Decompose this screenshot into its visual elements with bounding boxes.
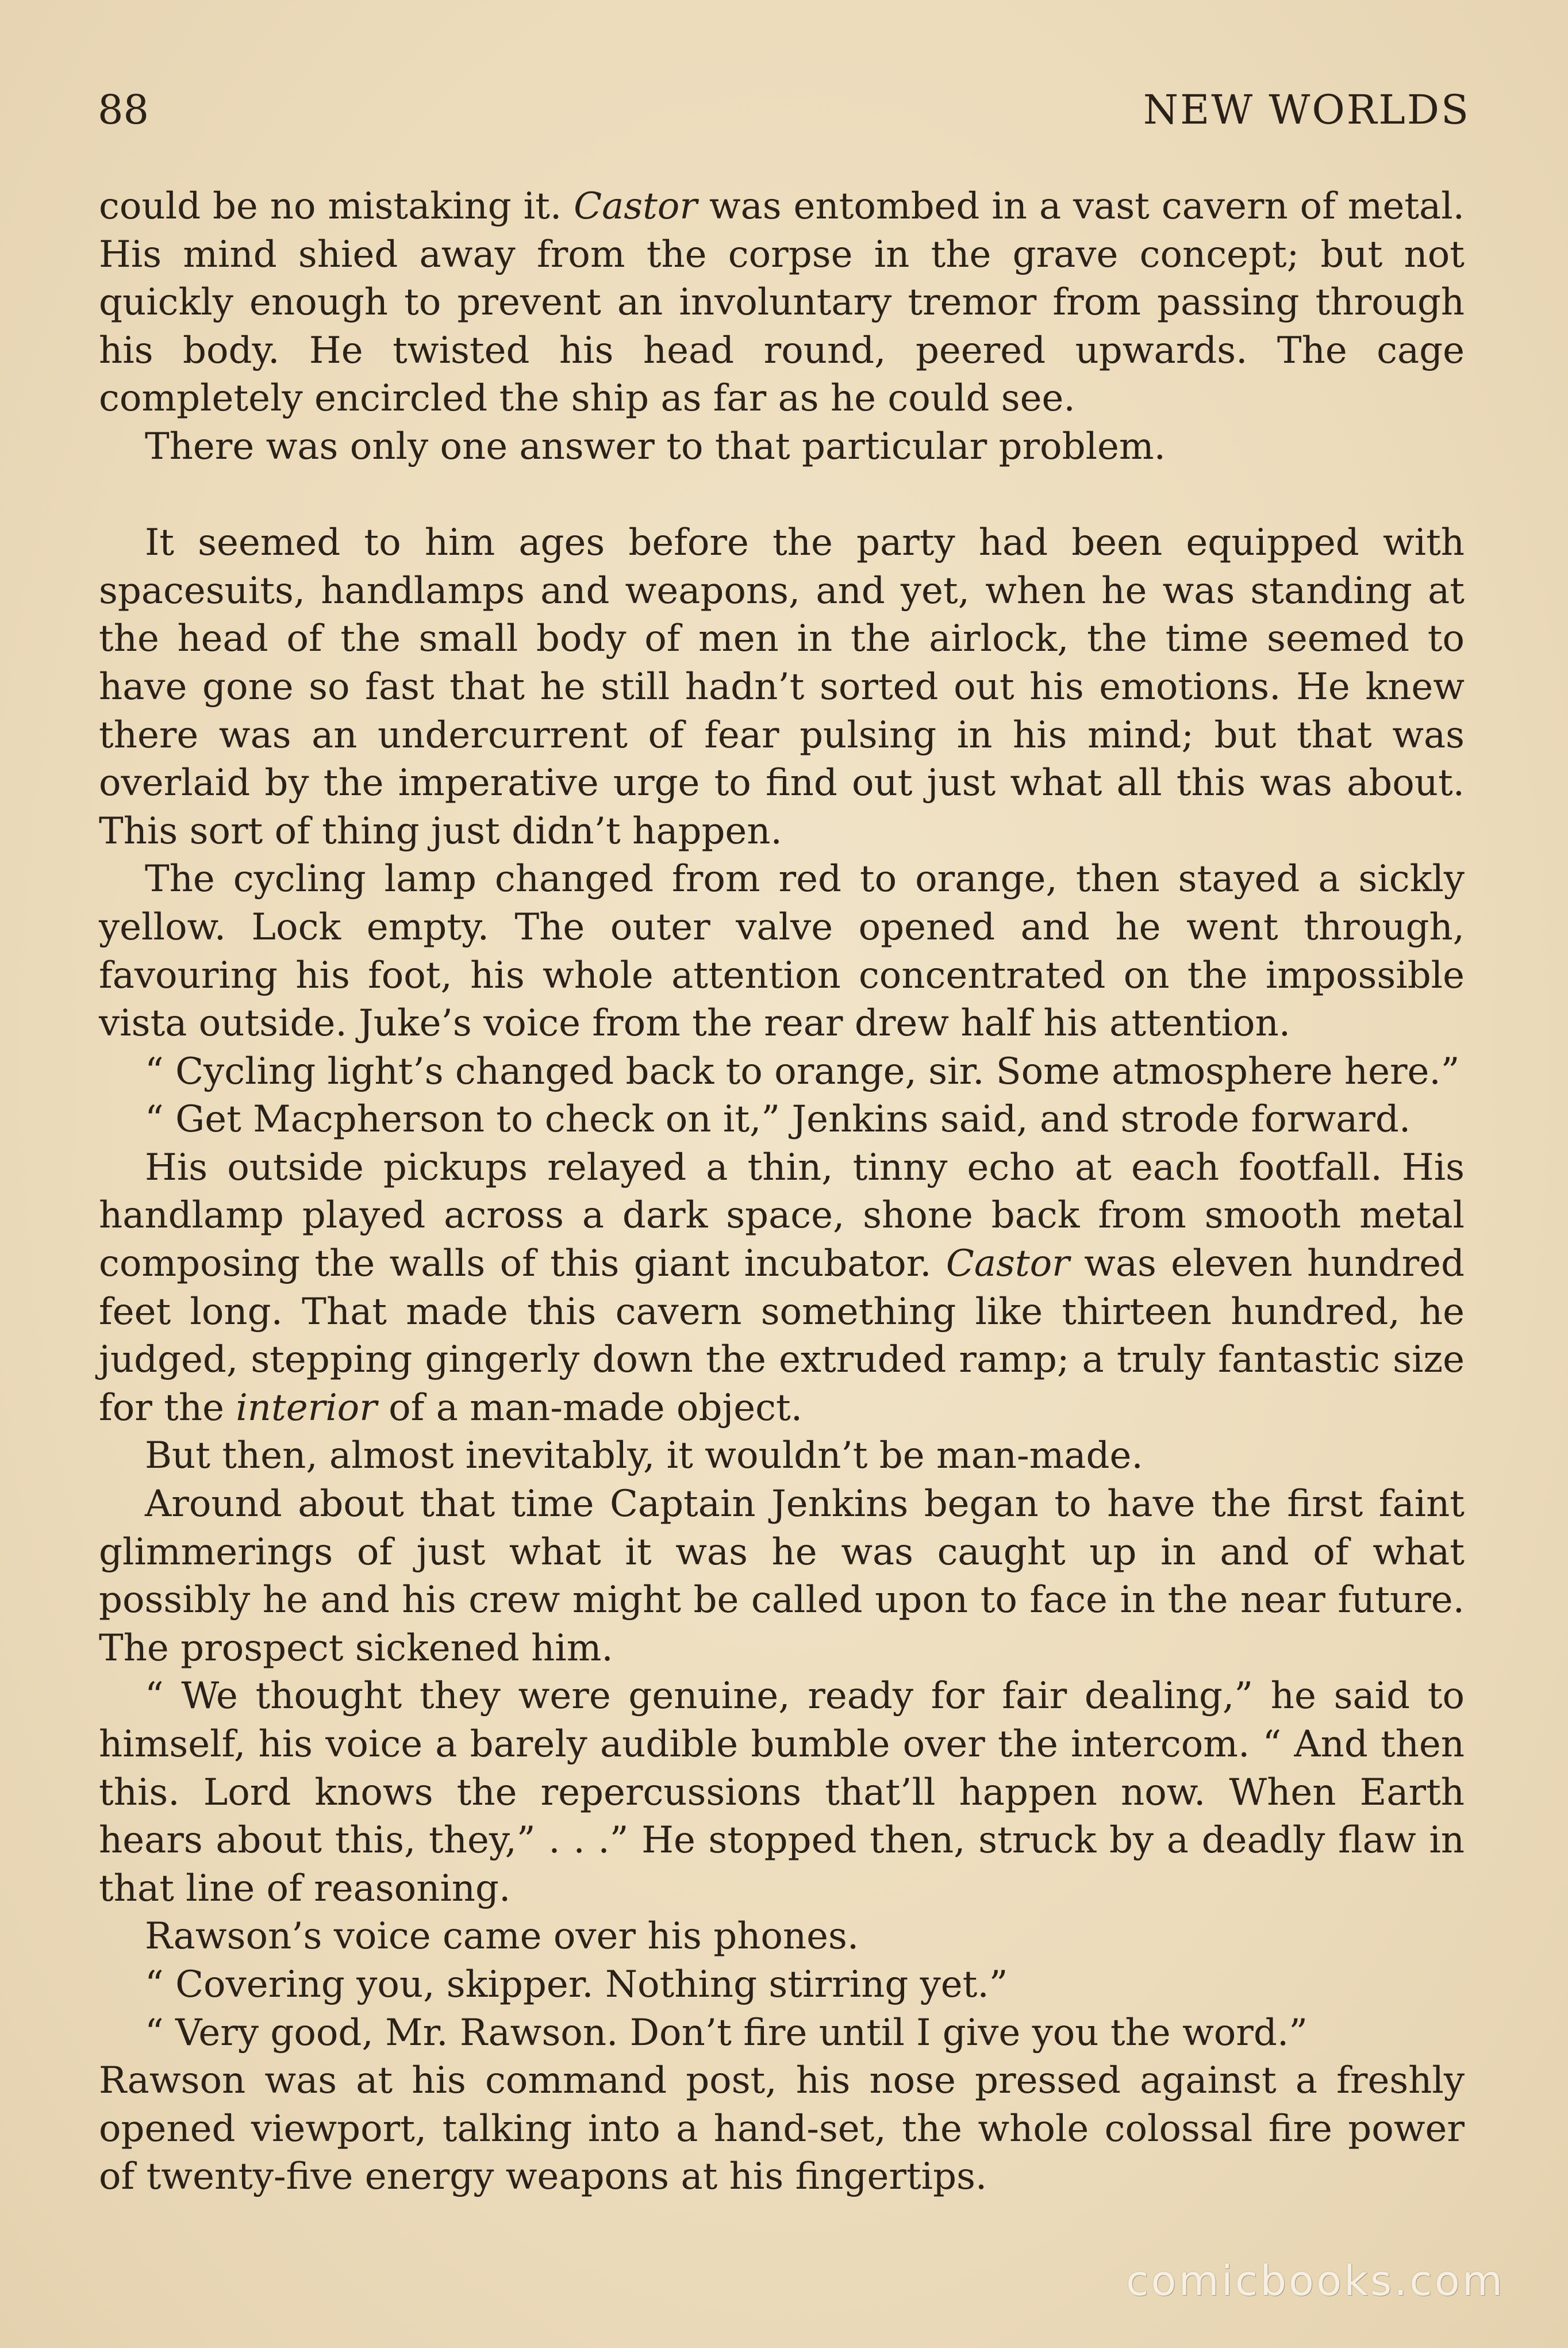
paragraph xyxy=(99,1672,1465,1913)
paragraph xyxy=(99,183,1465,423)
paragraph xyxy=(99,1096,1465,1144)
text-run: of a man-made object. xyxy=(376,1386,803,1429)
paragraph xyxy=(99,519,1465,855)
text-run: was eleven hundred feet long. That made this cavern something like thirteen hundred, he judged, stepping gingerly down the extruded ramp; a truly fantastic size for the xyxy=(99,1242,1465,1429)
text-run: The cycling lamp changed from red to orange, then stayed a sickly yellow. Lock empty. The outer valve opened and he went through, favouring his foot, his whole attention concentrated on the impossible vista outside. Juke’s voice from the rear drew half his attention. xyxy=(99,858,1465,1045)
italic-text: interior xyxy=(236,1386,377,1429)
paragraph xyxy=(99,1048,1465,1096)
paragraph xyxy=(99,2009,1465,2058)
paragraph xyxy=(99,1144,1465,1433)
section-break xyxy=(99,471,1465,520)
page-number: 88 xyxy=(98,86,149,133)
running-title: NEW WORLDS xyxy=(1143,86,1470,133)
text-run: Rawson was at his command post, his nose pressed against a freshly opened viewport, talking into a hand-set, the whole colossal fire power of twenty-five energy weapons at his fingertips. xyxy=(99,2059,1465,2199)
italic-text: Castor xyxy=(946,1242,1070,1286)
text-run: was entombed in a vast cavern of metal. His mind shied away from the corpse in the grave concept; but not quickly enough to prevent an involuntary tremor from passing through his body. He twisted his head round, peered upwards. The cage completely encircled the ship as far as he could see. xyxy=(99,185,1465,420)
text-run: “ Covering you, skipper. Nothing stirring yet.” xyxy=(145,1963,1008,2006)
text-run: “ Get Macpherson to check on it,” Jenkins said, and strode forward. xyxy=(145,1098,1411,1141)
text-run: Rawson’s voice came over his phones. xyxy=(145,1915,859,1958)
page-header xyxy=(98,86,1470,149)
text-run: There was only one answer to that particular problem. xyxy=(145,425,1166,468)
text-run: “ Cycling light’s changed back to orange, sir. Some atmosphere here.” xyxy=(145,1050,1460,1093)
paragraph xyxy=(99,1432,1465,1480)
paragraph xyxy=(99,1480,1465,1672)
paragraph xyxy=(99,1913,1465,1961)
text-run: “ Very good, Mr. Rawson. Don’t fire until I give you the word.” xyxy=(145,2011,1308,2054)
text-run: But then, almost inevitably, it wouldn’t be man-made. xyxy=(145,1434,1143,1478)
text-run: His outside pickups relayed a thin, tinny echo at each footfall. His handlamp played across a dark space, shone back from smooth metal composing the walls of this giant incubator. xyxy=(99,1146,1465,1286)
text-run: “ We thought they were genuine, ready for fair dealing,” he said to himself, his voice a barely audible bumble over the intercom. “ And then this. Lord knows the repercussions that’ll happen now. When Earth hears about this, they,” . . .” He stopped then, struck by a deadly flaw in that line of reasoning. xyxy=(99,1675,1465,1910)
paragraph xyxy=(99,1961,1465,2009)
watermark: comicbooks.com xyxy=(1125,2257,1505,2305)
paragraph xyxy=(99,2057,1465,2201)
text-run: Around about that time Captain Jenkins began to have the first faint glimmerings of just what it was he was caught up in and of what possibly he and his crew might be called upon to face in the near future. The prospect sickened him. xyxy=(99,1483,1465,1670)
text-run: It seemed to him ages before the party had been equipped with spacesuits, handlamps and weapons, and yet, when he was standing at the head of the small body of men in the airlock, the time seemed to have gone so fast that he still hadn’t sorted out his emotions. He knew there was an undercurrent of fear pulsing in his mind; but that was overlaid by the imperative urge to find out just what all this was about. This sort of thing just didn’t happen. xyxy=(99,521,1465,853)
paragraph xyxy=(99,423,1465,471)
italic-text: Castor xyxy=(574,185,697,228)
paragraph xyxy=(99,855,1465,1048)
body-text xyxy=(99,183,1465,2201)
text-run: could be no mistaking it. xyxy=(99,185,574,228)
